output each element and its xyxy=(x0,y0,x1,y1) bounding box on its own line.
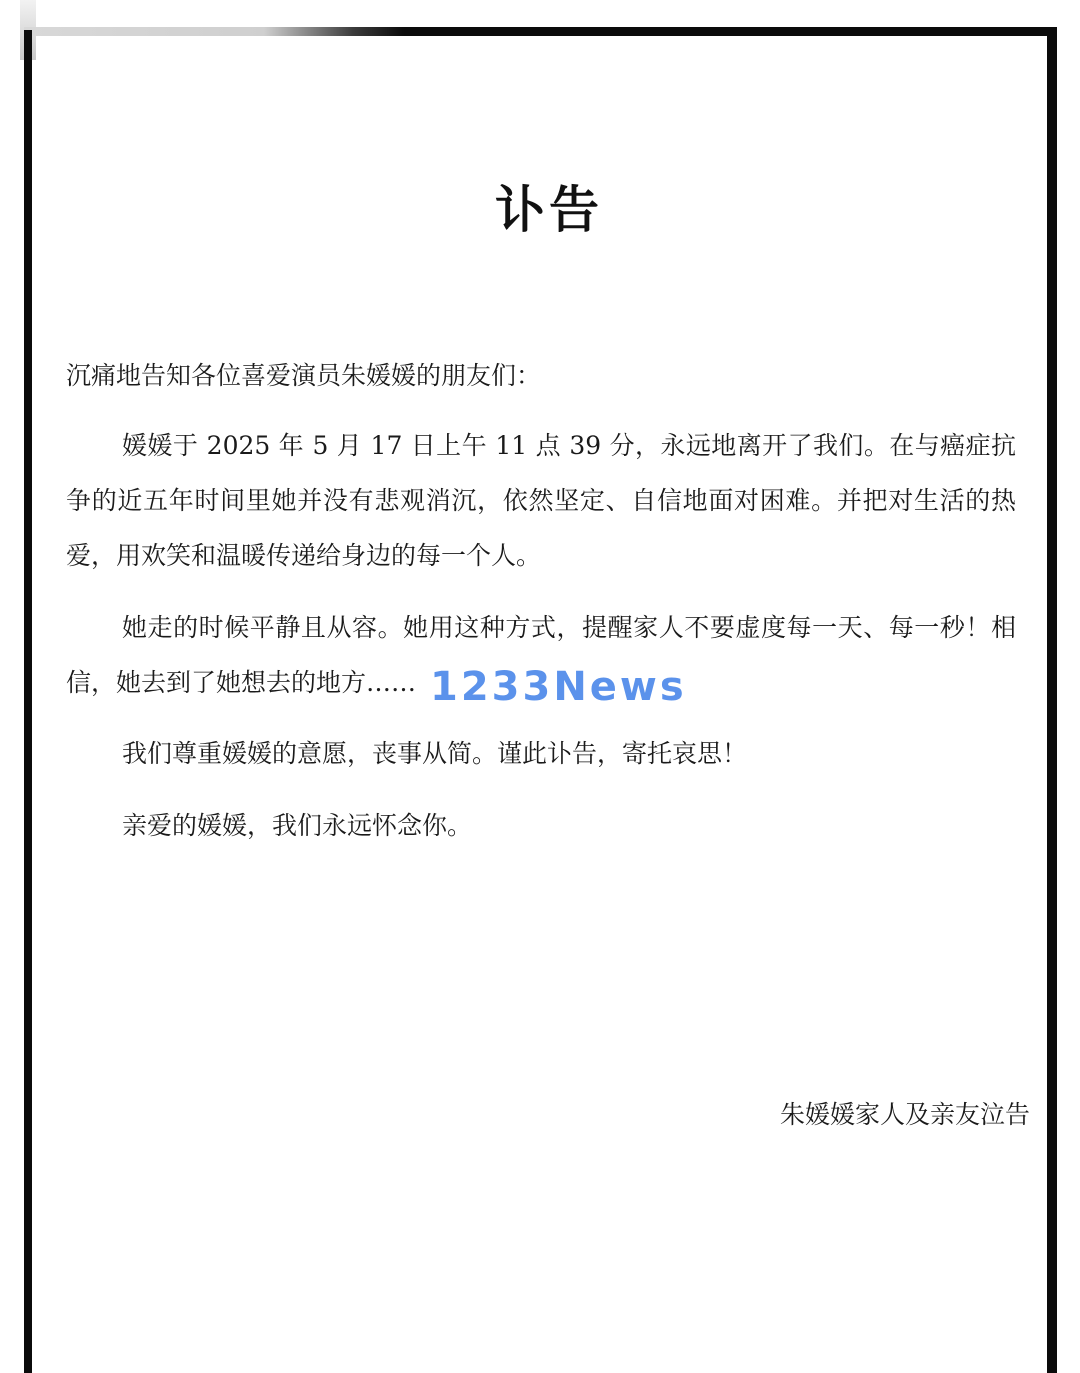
notice-paragraph-1: 媛媛于 2025 年 5 月 17 日上午 11 点 39 分，永远地离开了我们。在与癌症抗争的近五年时间里她并没有悲观消沉，依然坚定、自信地面对困难。并把对生活的热爱，用欢笑和温暖传递给身边的每一个人。 xyxy=(66,431,1016,570)
notice-title: 讣告 xyxy=(495,181,603,239)
notice-paragraph-2: 她走的时候平静且从容。她用这种方式，提醒家人不要虚度每一天、每一秒！相信，她去到了她想去的地方…… xyxy=(66,613,1016,697)
frame-border-right xyxy=(1047,28,1057,1373)
watermark-logo: 1233News xyxy=(430,664,687,710)
notice-paragraph-4: 亲爱的媛媛，我们永远怀念你。 xyxy=(122,811,473,840)
notice-paragraph-3: 我们尊重媛媛的意愿，丧事从简。谨此讣告，寄托哀思！ xyxy=(122,739,748,768)
frame-border-top xyxy=(24,27,1057,36)
notice-greeting: 沉痛地告知各位喜爱演员朱媛媛的朋友们： xyxy=(66,361,542,390)
frame-border-left xyxy=(24,30,32,1373)
notice-signature: 朱媛媛家人及亲友泣告 xyxy=(779,1100,1030,1129)
